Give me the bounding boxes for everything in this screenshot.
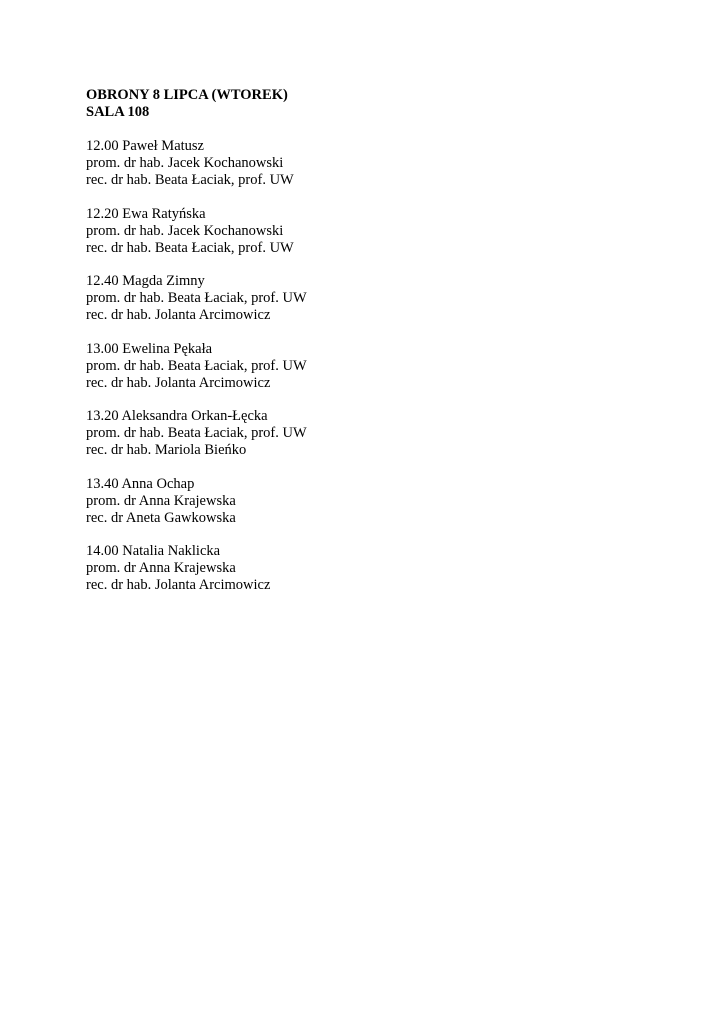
entry-reviewer: rec. dr Aneta Gawkowska bbox=[86, 509, 236, 526]
entry-time-name: 13.40 Anna Ochap bbox=[86, 475, 195, 492]
entry-reviewer: rec. dr hab. Mariola Bieńko bbox=[86, 442, 247, 458]
schedule-entry bbox=[86, 138, 646, 189]
entry-reviewer: rec. dr hab. Jolanta Arcimowicz bbox=[86, 374, 271, 391]
entry-promoter: prom. dr hab. Beata Łaciak, prof. UW bbox=[86, 290, 307, 306]
schedule-entry bbox=[86, 206, 646, 257]
document-page bbox=[86, 87, 646, 611]
entry-time-name: 12.00 Paweł Matusz bbox=[86, 138, 204, 154]
heading-title: OBRONY 8 LIPCA (WTOREK) bbox=[86, 87, 288, 103]
entry-promoter: prom. dr Anna Krajewska bbox=[86, 560, 236, 576]
entry-promoter: prom. dr hab. Jacek Kochanowski bbox=[86, 222, 284, 239]
entry-reviewer: rec. dr hab. Beata Łaciak, prof. UW bbox=[86, 239, 294, 256]
schedule-entry bbox=[86, 543, 646, 594]
entry-promoter: prom. dr hab. Beata Łaciak, prof. UW bbox=[86, 425, 307, 441]
entry-reviewer: rec. dr hab. Jolanta Arcimowicz bbox=[86, 577, 271, 593]
entry-promoter: prom. dr hab. Beata Łaciak, prof. UW bbox=[86, 357, 307, 374]
schedule-entry bbox=[86, 273, 646, 324]
schedule-entry bbox=[86, 408, 646, 459]
entry-time-name: 12.40 Magda Zimny bbox=[86, 273, 205, 289]
entry-promoter: prom. dr Anna Krajewska bbox=[86, 492, 236, 509]
entry-time-name: 12.20 Ewa Ratyńska bbox=[86, 205, 206, 222]
entry-reviewer: rec. dr hab. Jolanta Arcimowicz bbox=[86, 307, 271, 323]
heading-room: SALA 108 bbox=[86, 104, 150, 120]
defense-schedule-list bbox=[86, 138, 646, 594]
schedule-entry bbox=[86, 341, 646, 392]
document-heading bbox=[86, 87, 646, 121]
entry-reviewer: rec. dr hab. Beata Łaciak, prof. UW bbox=[86, 172, 294, 188]
entry-time-name: 13.00 Ewelina Pękała bbox=[86, 340, 213, 357]
schedule-entry bbox=[86, 476, 646, 527]
entry-time-name: 13.20 Aleksandra Orkan-Łęcka bbox=[86, 408, 268, 424]
entry-time-name: 14.00 Natalia Naklicka bbox=[86, 543, 221, 559]
entry-promoter: prom. dr hab. Jacek Kochanowski bbox=[86, 155, 284, 171]
